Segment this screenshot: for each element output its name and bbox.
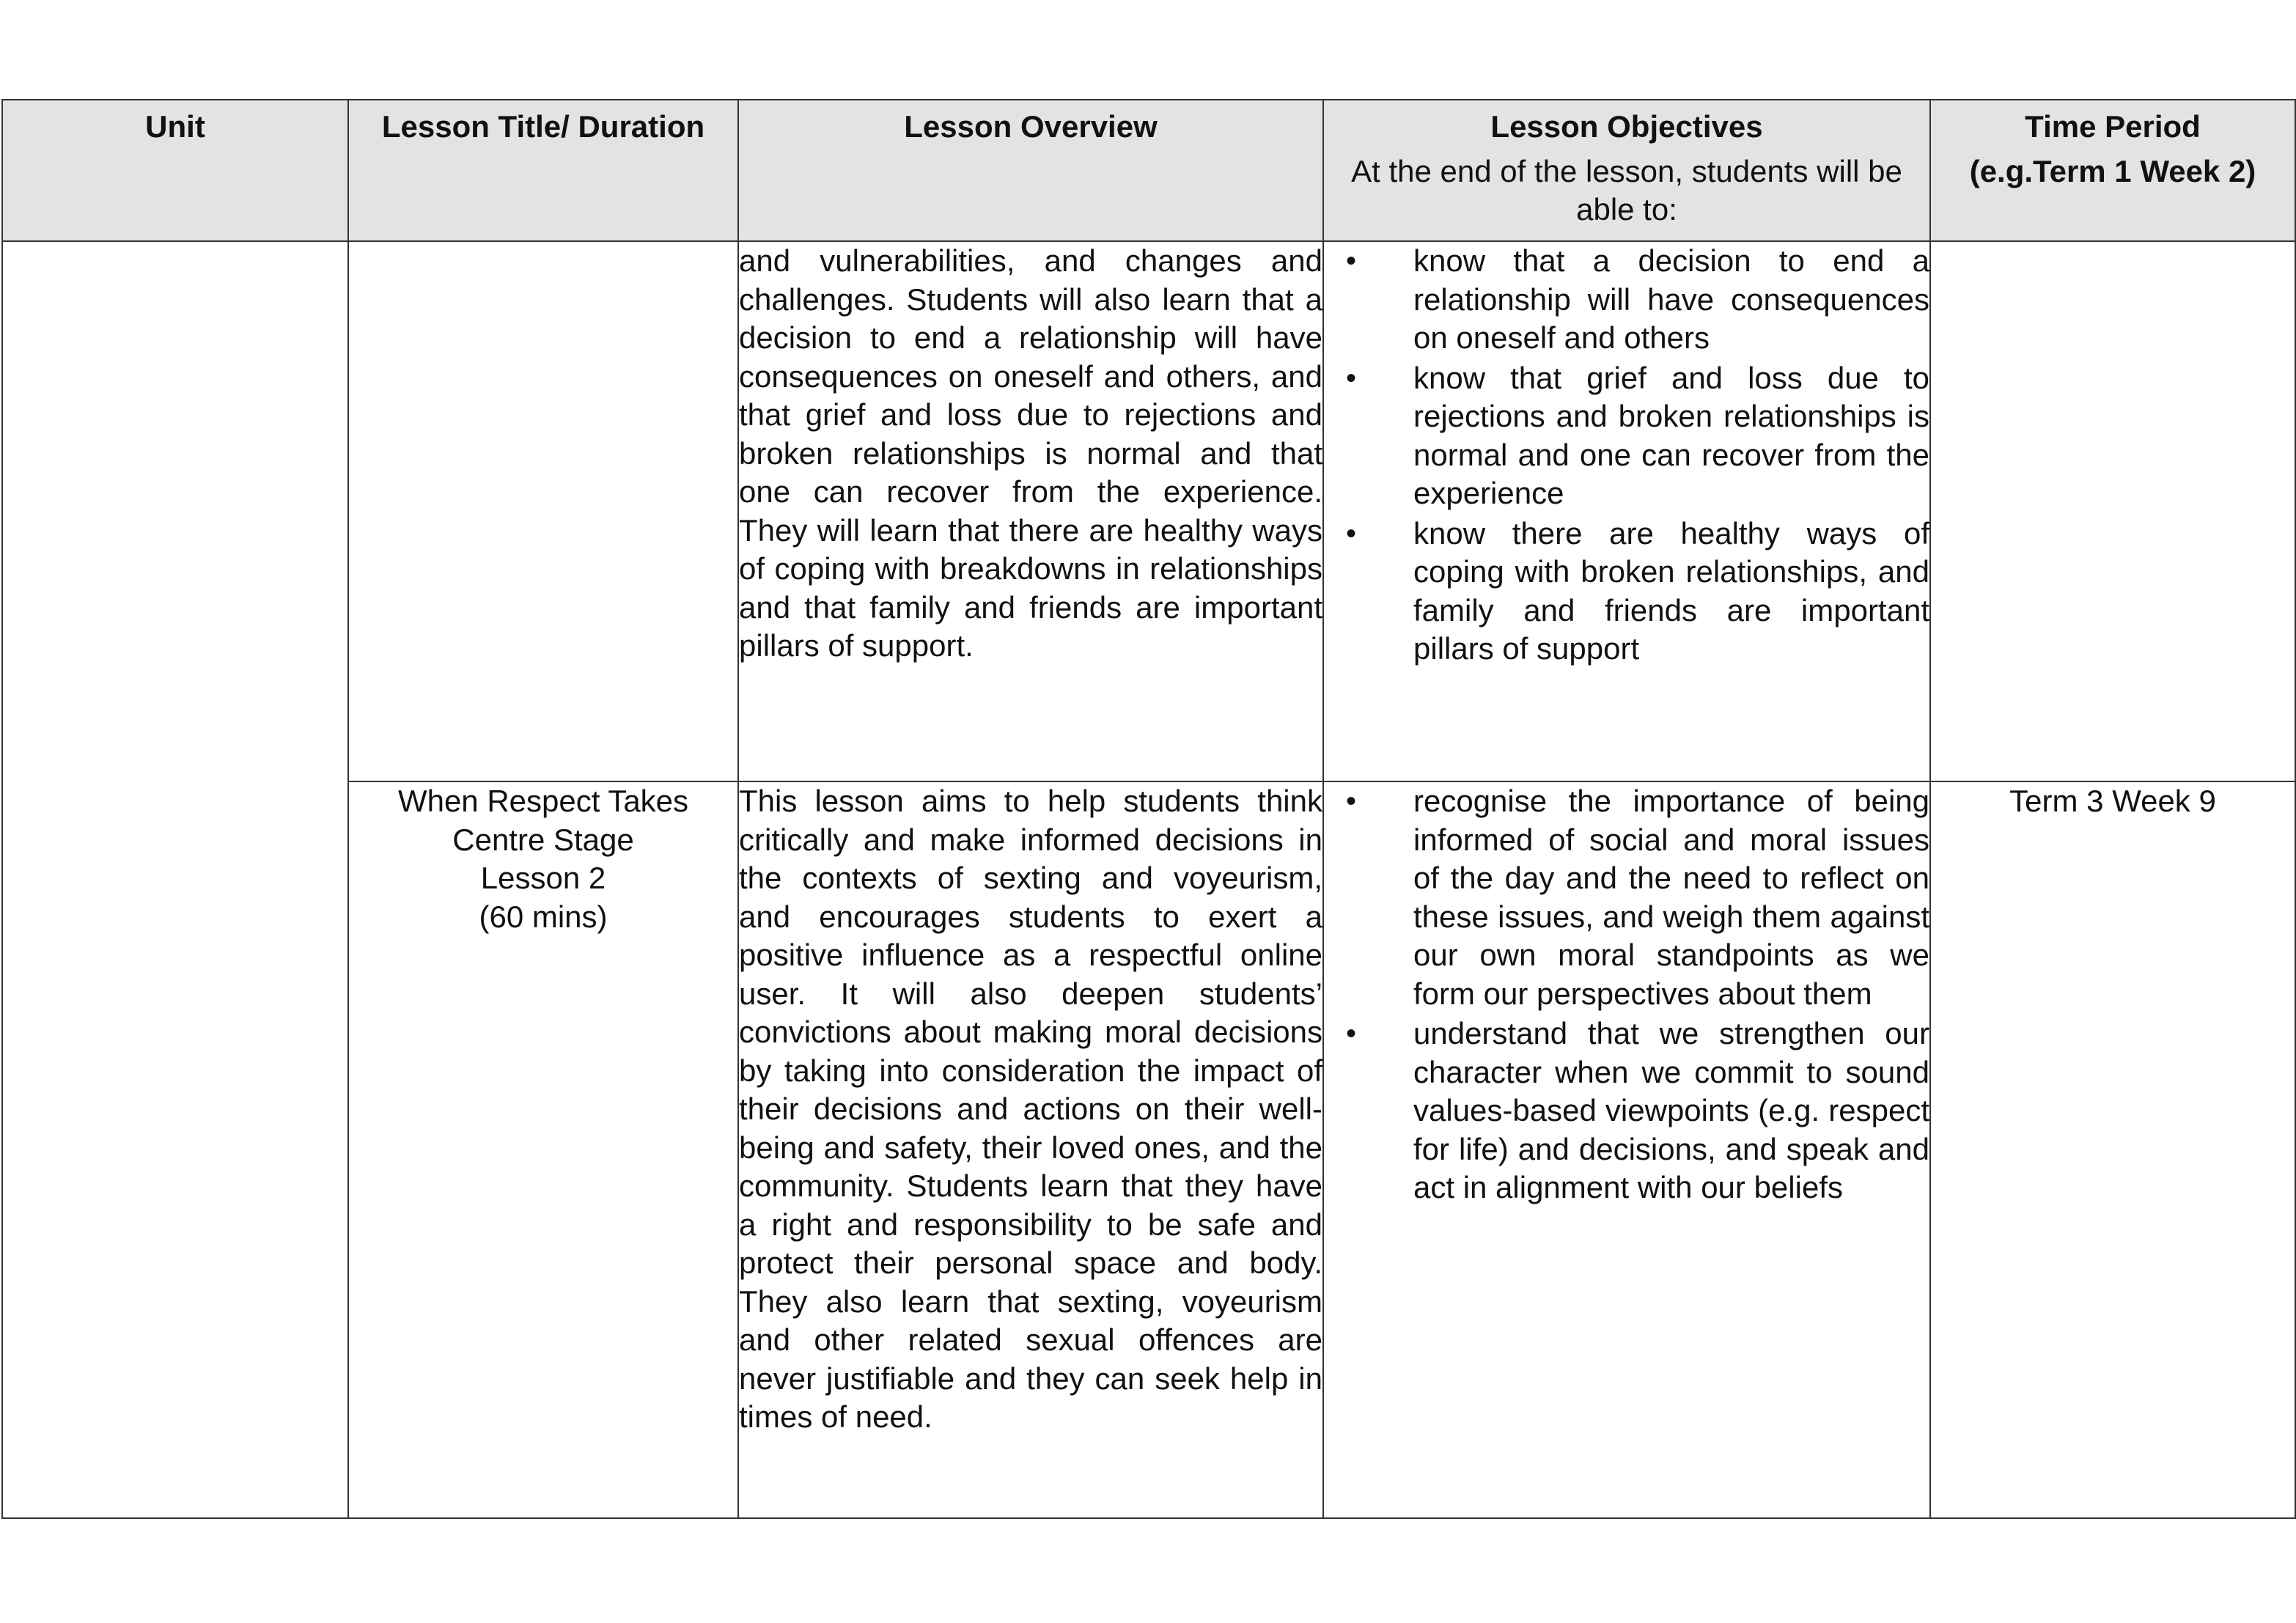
header-time-period-example: (e.g.Term 1 Week 2) — [1969, 153, 2256, 188]
header-lesson-title-label: Lesson Title/ Duration — [381, 109, 705, 144]
objective-text: know there are healthy ways of coping with broken relationships, and family and friends are important pillars of support — [1413, 515, 1929, 666]
objective-item — [1324, 782, 1929, 1013]
lesson-number: Lesson 2 — [480, 861, 606, 895]
lesson-overview-cell: This lesson aims to help students think critically and make informed decisions in the contexts of sexting and voyeurism, and encourages students to exert a positive influence as a respectful online user. It will also deepen students’ convictions about making moral decisions by taking into consideration the impact of their decisions and actions on their well-being and safety, their loved ones, and the community. Students learn that they have a right and responsibility to be safe and protect their personal space and body. They also learn that sexting, voyeurism and other related sexual offences are never justifiable and they can seek help in times of need. — [738, 781, 1323, 1518]
objective-item — [1324, 1015, 1929, 1207]
header-lesson-objectives — [1323, 100, 1930, 241]
header-lesson-objectives-subtitle: At the end of the lesson, students will be able to: — [1351, 153, 1902, 227]
time-period-cell — [1930, 241, 2295, 781]
lesson-duration: (60 mins) — [479, 899, 608, 934]
objective-text: understand that we strengthen our character when we commit to sound values-based viewpoints (e.g. respect for life) and decisions, and speak and act in alignment with our beliefs — [1413, 1016, 1929, 1204]
header-time-period — [1930, 100, 2295, 241]
objective-item — [1324, 359, 1929, 513]
objective-text: know that grief and loss due to rejections and broken relationships is normal and one can recover from the experience — [1413, 360, 1929, 510]
header-unit — [2, 100, 348, 241]
time-period-cell: Term 3 Week 9 — [1930, 781, 2295, 1518]
bullet-icon: • — [1346, 785, 1357, 817]
lesson-title-cell — [348, 781, 738, 1518]
lesson-overview-cell: and vulnerabilities, and changes and challenges. Students will also learn that a decision to end a relationship will have consequences on oneself and others, and that grief and loss due to rejections and broken relationships is normal and that one can recover from the experience. They will learn that there are healthy ways of coping with breakdowns in relationships and that family and friends are important pillars of support. — [738, 241, 1323, 781]
lesson-title-line: Centre Stage — [452, 822, 634, 857]
lesson-title-cell — [348, 241, 738, 781]
objective-text: recognise the importance of being informed of social and moral issues of the day and the need to reflect on these issues, and weigh them against our own moral standpoints as we form our perspectives about them — [1413, 784, 1929, 1011]
objectives-list — [1324, 782, 1929, 1207]
bullet-icon: • — [1346, 1017, 1357, 1050]
header-lesson-overview-label: Lesson Overview — [904, 109, 1158, 144]
lesson-title-line: When Respect Takes — [397, 784, 689, 818]
table-body — [2, 241, 2295, 1518]
header-lesson-overview — [738, 100, 1323, 241]
header-lesson-title — [348, 100, 738, 241]
header-row — [2, 100, 2295, 241]
objective-item — [1324, 242, 1929, 358]
lesson-plan-table — [1, 99, 2296, 1519]
table-header — [2, 100, 2295, 241]
bullet-icon: • — [1346, 361, 1357, 394]
header-unit-label: Unit — [145, 109, 205, 144]
objective-item — [1324, 515, 1929, 669]
table-row — [2, 241, 2295, 781]
lesson-objectives-cell — [1323, 241, 1930, 781]
header-time-period-label: Time Period — [2025, 109, 2201, 144]
unit-cell — [2, 241, 348, 1518]
header-lesson-objectives-label: Lesson Objectives — [1490, 109, 1763, 144]
objective-text: know that a decision to end a relationship will have consequences on oneself and others — [1413, 243, 1929, 355]
bullet-icon: • — [1346, 245, 1357, 277]
lesson-objectives-cell — [1323, 781, 1930, 1518]
bullet-icon: • — [1346, 517, 1357, 550]
objectives-list — [1324, 242, 1929, 669]
